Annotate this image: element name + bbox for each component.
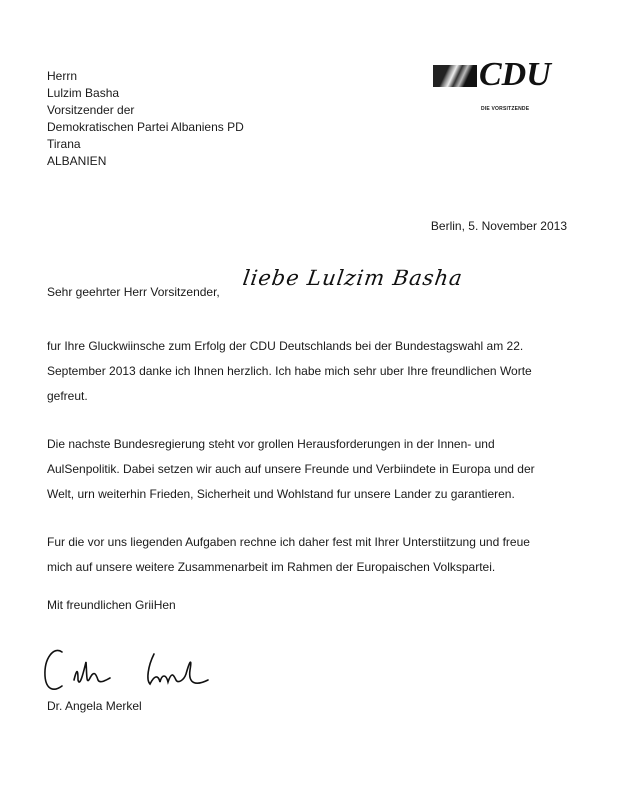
text-line: mich auf unsere weitere Zusammenarbeit im Rahmen der Europaischen Volkspartei. [47,560,496,574]
salutation: Sehr geehrter Herr Vorsitzender, [47,285,220,299]
recipient-address [47,68,244,170]
address-line: Lulzim Basha [47,86,120,100]
paragraph-3 [47,530,587,580]
logo-subtitle: DIE VORSITZENDE [481,106,530,112]
cdu-logo [433,56,578,112]
paragraph-1 [47,334,587,409]
address-line: ALBANIEN [47,154,107,168]
text-line: Welt, urn weiterhin Frieden, Sicherheit und Wohlstand fur unsere Lander zu garantieren. [47,487,515,501]
logo-wordmark: CDU [479,56,551,93]
text-line: September 2013 danke ich Ihnen herzlich. Ich habe mich sehr uber Ihre freundlichen Worte [47,364,532,378]
logo-image [433,65,477,87]
address-line: Vorsitzender der [47,103,135,117]
text-line: Fur die vor uns liegenden Aufgaben rechne ich daher fest mit Ihrer Unterstiitzung und freue [47,535,530,549]
handwritten-salutation: liebe Lulzim Basha [241,266,465,290]
signatory-name: Dr. Angela Merkel [47,699,142,713]
address-line: Tirana [47,137,81,151]
address-line: Herrn [47,69,78,83]
text-line: gefreut. [47,389,88,403]
signature [40,640,230,700]
text-line: AulSenpolitik. Dabei setzen wir auch auf unsere Freunde und Verbiindete in Europa und der [47,462,535,476]
paragraph-2 [47,432,587,507]
address-line: Demokratischen Partei Albaniens PD [47,120,244,134]
closing: Mit freundlichen GriiHen [47,598,176,612]
text-line: Die nachste Bundesregierung steht vor grollen Herausforderungen in der Innen- und [47,437,495,451]
text-line: fur Ihre Gluckwiinsche zum Erfolg der CDU Deutschlands bei der Bundestagswahl am 22. [47,339,524,353]
date-line: Berlin, 5. November 2013 [430,219,567,233]
